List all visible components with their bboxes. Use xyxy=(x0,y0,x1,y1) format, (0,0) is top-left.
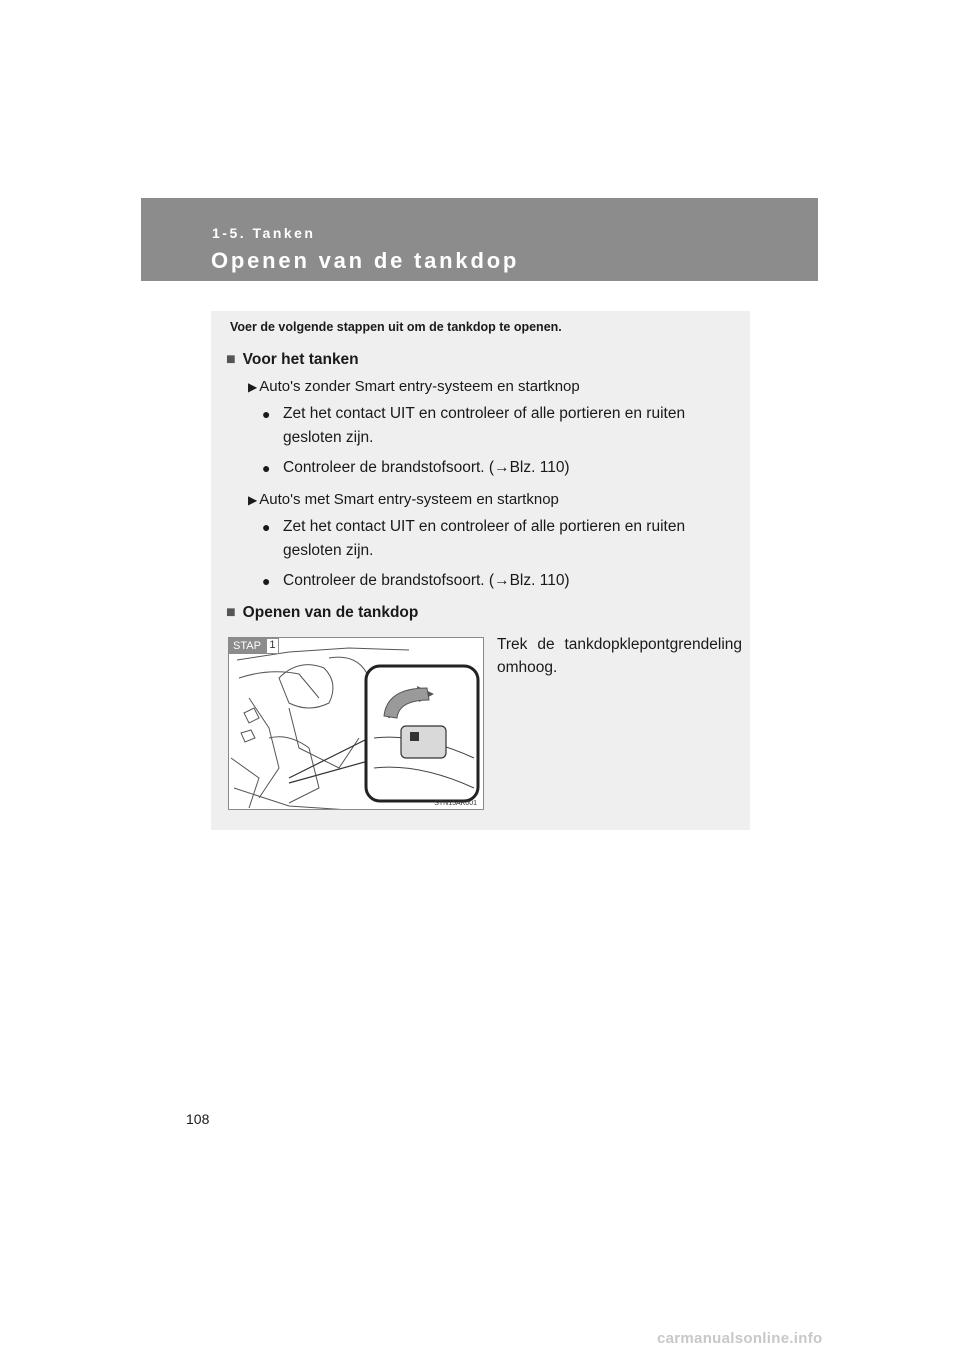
list-item: ● Zet het contact UIT en controleer of alle portieren en ruiten gesloten zijn. xyxy=(262,515,732,563)
section-label: 1-5. Tanken xyxy=(212,225,316,241)
black-square-icon: ■ xyxy=(226,604,236,621)
step-badge: STAP 1 xyxy=(229,638,279,654)
black-circle-icon: ● xyxy=(262,573,271,589)
watermark: carmanualsonline.info xyxy=(657,1330,823,1347)
page-number: 108 xyxy=(186,1111,210,1127)
heading-opening: ■ Openen van de tankdop xyxy=(226,604,419,621)
content-panel xyxy=(211,311,750,830)
black-circle-icon: ● xyxy=(262,519,271,535)
right-triangle-icon: ▶ xyxy=(248,493,258,507)
list-item: ● Zet het contact UIT en controleer of alle portieren en ruiten gesloten zijn. xyxy=(262,402,732,450)
list-item: ● Controleer de brandstofsoort. (→Blz. 110) xyxy=(262,456,732,480)
subheading-with-smart-entry: ▶ Auto's met Smart entry-systeem en startknop xyxy=(248,491,559,508)
black-circle-icon: ● xyxy=(262,460,271,476)
heading-before-refuel: ■ Voor het tanken xyxy=(226,351,359,368)
subheading-without-smart-entry: ▶ Auto's zonder Smart entry-systeem en startknop xyxy=(248,378,580,395)
step-instruction: Trek de tankdopklepontgrendeling omhoog. xyxy=(497,636,742,676)
list-item: ● Controleer de brandstofsoort. (→Blz. 110) xyxy=(262,569,732,593)
right-triangle-icon: ▶ xyxy=(248,380,258,394)
black-square-icon: ■ xyxy=(226,351,236,368)
figure-code: STN15AK001 xyxy=(434,800,477,807)
section-header xyxy=(141,198,818,281)
intro-text: Voer de volgende stappen uit om de tankdop te openen. xyxy=(230,320,562,334)
black-circle-icon: ● xyxy=(262,406,271,422)
fuel-door-lever-illustration xyxy=(228,637,484,810)
page-title: Openen van de tankdop xyxy=(211,248,520,273)
car-interior-illustration xyxy=(229,638,484,810)
